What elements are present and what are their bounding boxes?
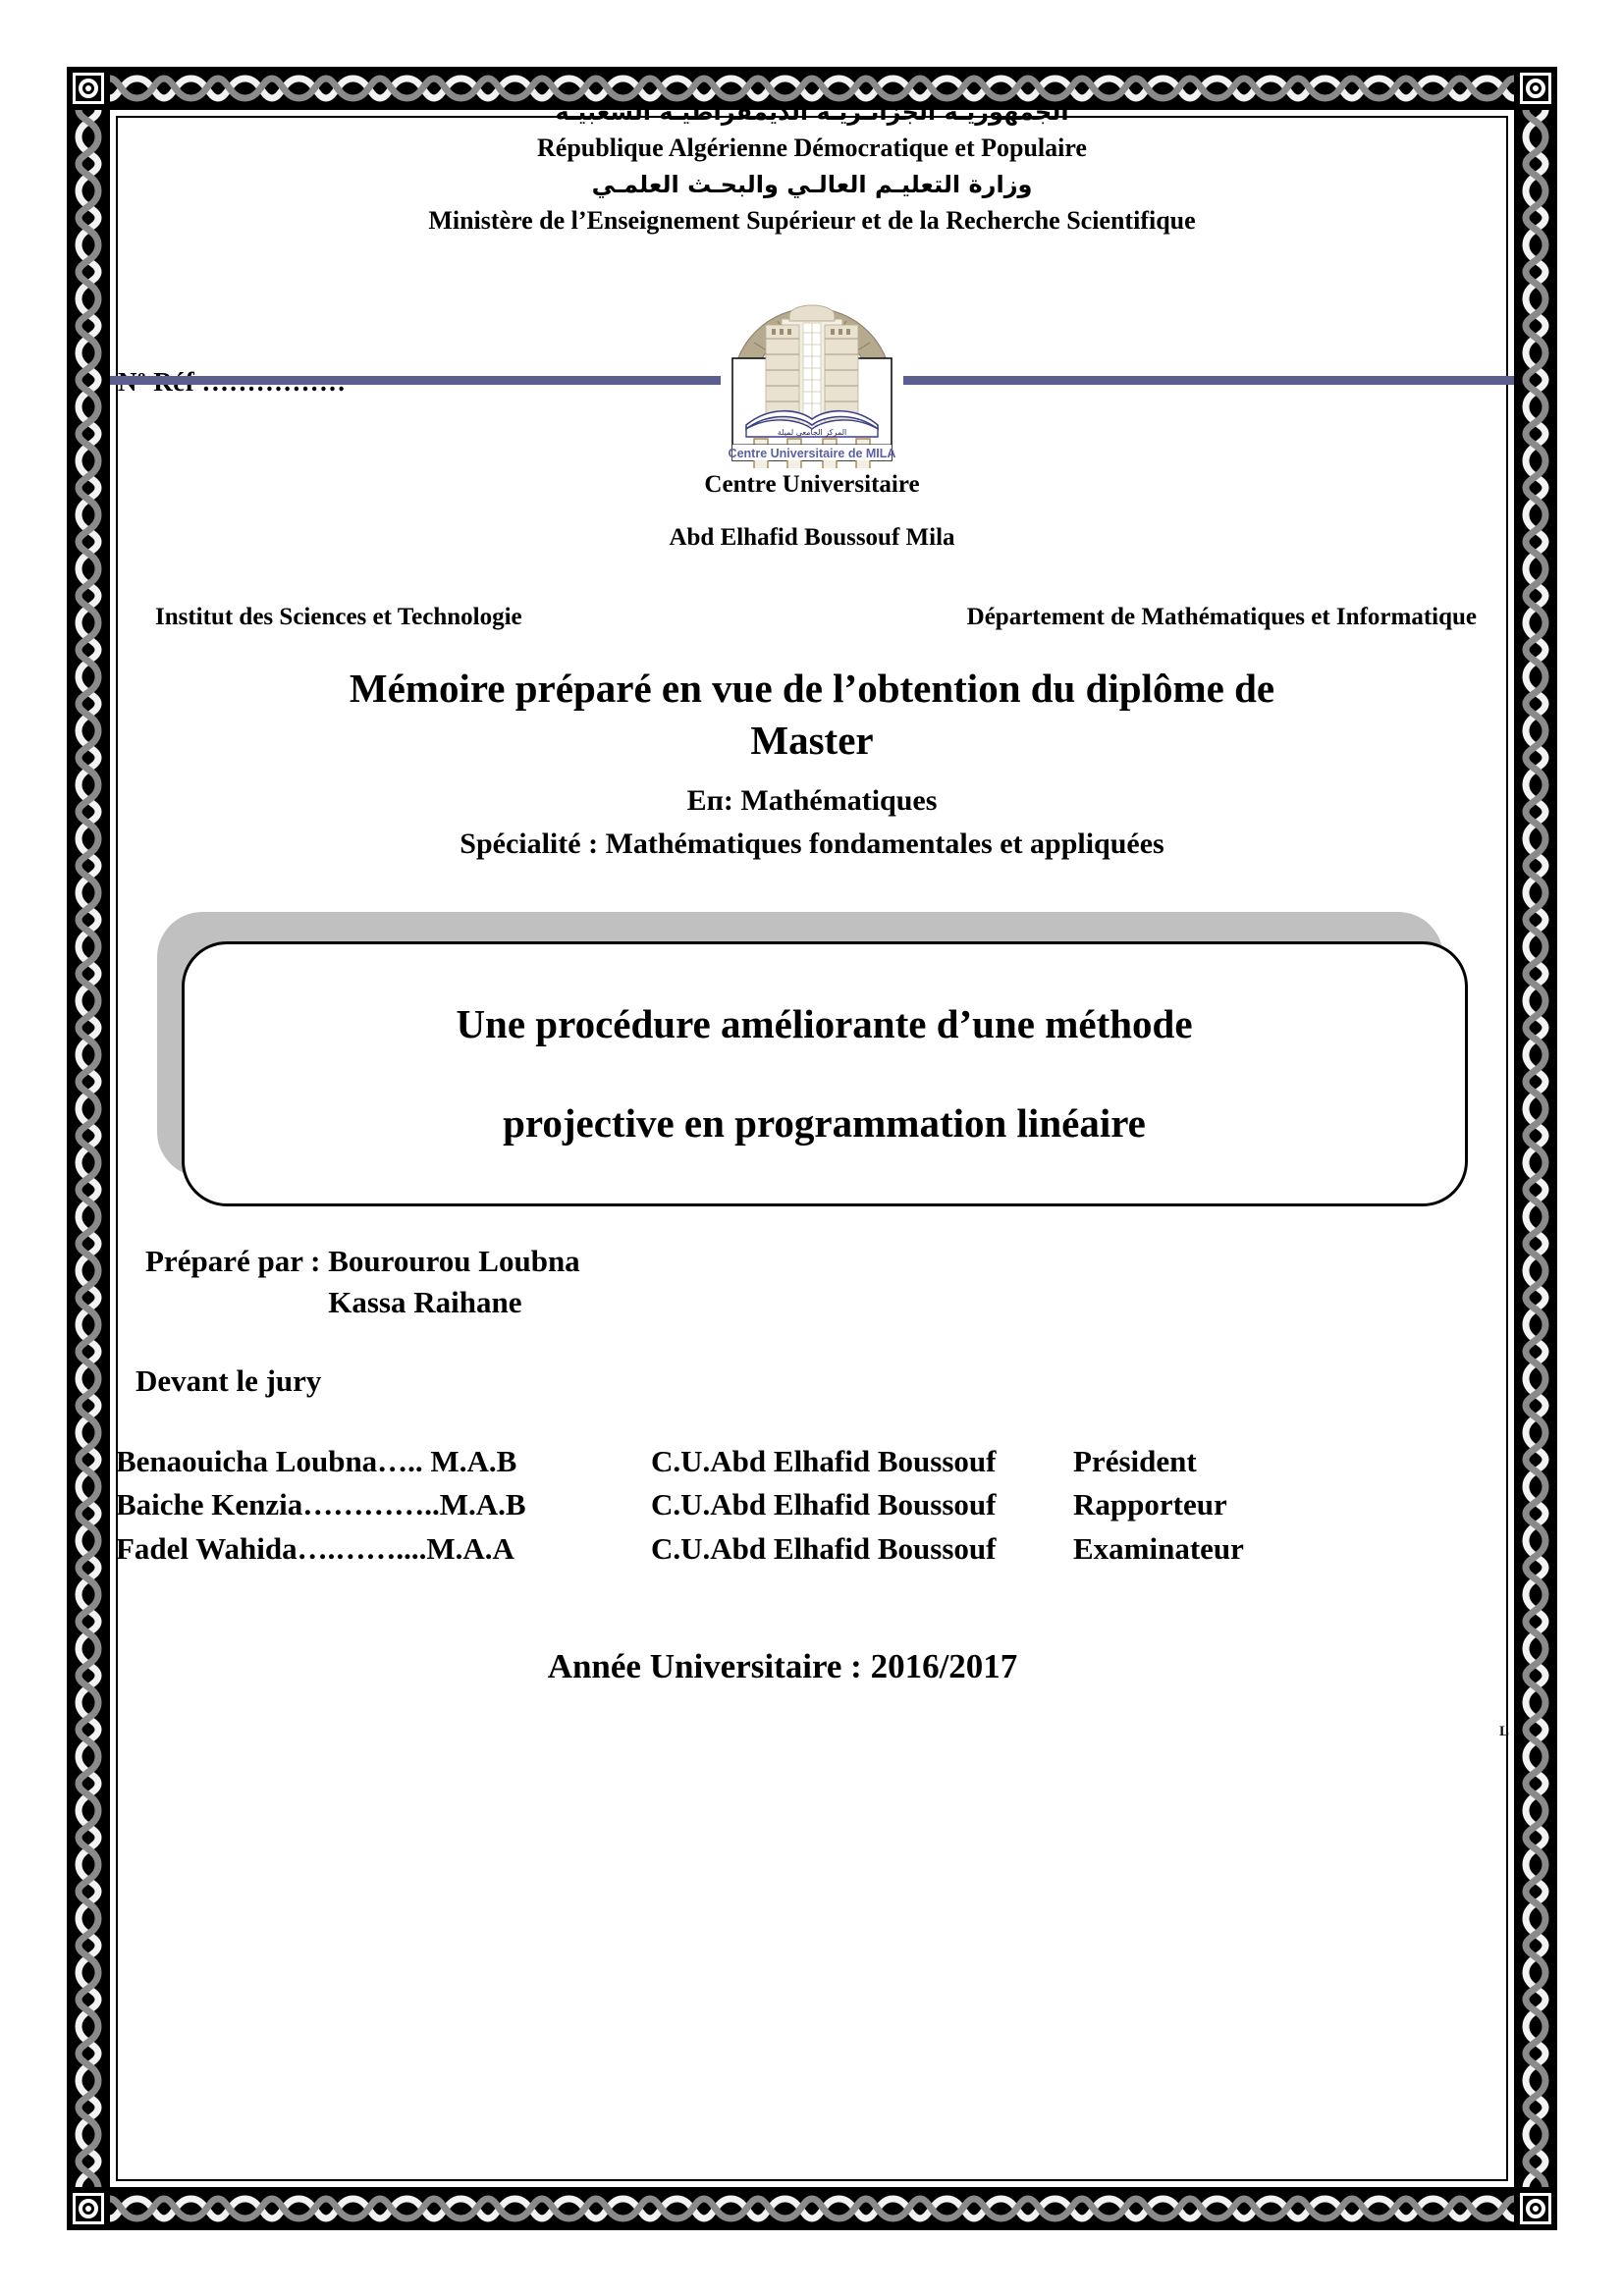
title-box-frame <box>182 941 1468 1206</box>
border-corner-top-right-icon <box>1514 67 1557 110</box>
faculty-department-row <box>110 604 1514 631</box>
border-corner-top-left-icon <box>67 67 110 110</box>
header-french-republic: République Algérienne Démocratique et Populaire <box>537 133 1087 162</box>
thesis-title-line-1: Une procédure améliorante d’une méthode <box>456 1001 1193 1047</box>
field-line <box>110 784 1514 818</box>
jury-member-affiliation: C.U.Abd Elhafid Boussouf <box>651 1444 997 1479</box>
university-logo <box>721 272 903 468</box>
authors-block <box>110 1244 1514 1320</box>
institution-line-1: Centre Universitaire <box>704 471 920 499</box>
logo-latin-caption: Centre Universitaire de MILA <box>728 447 896 461</box>
jury-row <box>116 1440 1514 1483</box>
institute-label: Institut des Sciences et Technologie <box>155 603 522 630</box>
degree-statement <box>110 663 1514 768</box>
jury-member-name: Baiche Kenzia…………..M.A.B <box>116 1487 526 1522</box>
academic-year: Année Universitaire : 2016/2017 <box>547 1646 1018 1685</box>
horizontal-rule-left <box>110 376 721 385</box>
jury-heading: Devant le jury <box>135 1363 322 1399</box>
institution-line-2: Abd Elhafid Boussouf Mila <box>669 524 955 552</box>
jury-member-role: Examinateur <box>1073 1530 1244 1566</box>
jury-member-affiliation: C.U.Abd Elhafid Boussouf <box>651 1530 997 1566</box>
border-right-strip <box>1514 110 1557 2187</box>
border-corner-bottom-right-icon <box>1514 2187 1557 2230</box>
border-left-strip <box>67 110 110 2187</box>
jury-table <box>110 1440 1514 1570</box>
logo-and-rules <box>110 272 1514 476</box>
cover-content <box>110 94 1514 2205</box>
degree-statement-line-2: Master <box>750 718 874 764</box>
stray-character-mark: L <box>1499 1724 1510 1739</box>
jury-row <box>116 1483 1514 1526</box>
horizontal-rule-right <box>903 376 1514 385</box>
jury-member-role: Président <box>1073 1444 1197 1479</box>
jury-member-affiliation: C.U.Abd Elhafid Boussouf <box>651 1487 997 1522</box>
department-label: Département de Mathématiques et Informatique <box>966 603 1477 630</box>
header-arabic-ministry: وزارة التعليـم العالـي والبحـث العلمـي <box>591 170 1033 198</box>
border-corner-bottom-left-icon <box>67 2187 110 2230</box>
field-value: Mathématiques <box>740 784 938 818</box>
header-arabic-republic: الجمهوريـة الجزائـريـة الديمقراطيـة الشعبيـة <box>555 98 1069 126</box>
jury-member-role: Rapporteur <box>1073 1487 1227 1522</box>
logo-arabic-caption: المركز الجامعي لميلة <box>777 428 847 438</box>
thesis-title-line-2: projective en programmation linéaire <box>503 1100 1146 1147</box>
header-french-ministry: Ministère de l’Enseignement Supérieur et de la Recherche Scientifique <box>428 205 1196 235</box>
author-name-2: Kassa Raihane <box>328 1285 522 1320</box>
jury-member-name: Benaouicha Loubna….. M.A.B <box>116 1444 517 1479</box>
ministry-header <box>110 94 1514 239</box>
degree-statement-line-1: Mémoire préparé en vue de l’obtention du diplôme de <box>349 665 1275 711</box>
author-name-1: Bourourou Loubna <box>328 1244 580 1279</box>
jury-row <box>116 1527 1514 1571</box>
speciality-line: Spécialité : Mathématiques fondamentales et appliquées <box>460 828 1164 861</box>
jury-member-name: Fadel Wahida….……....M.A.A <box>116 1530 514 1566</box>
field-label: Eᴨ: <box>686 784 733 818</box>
authors-label: Préparé par : <box>145 1244 321 1279</box>
thesis-title-box <box>157 912 1468 1206</box>
